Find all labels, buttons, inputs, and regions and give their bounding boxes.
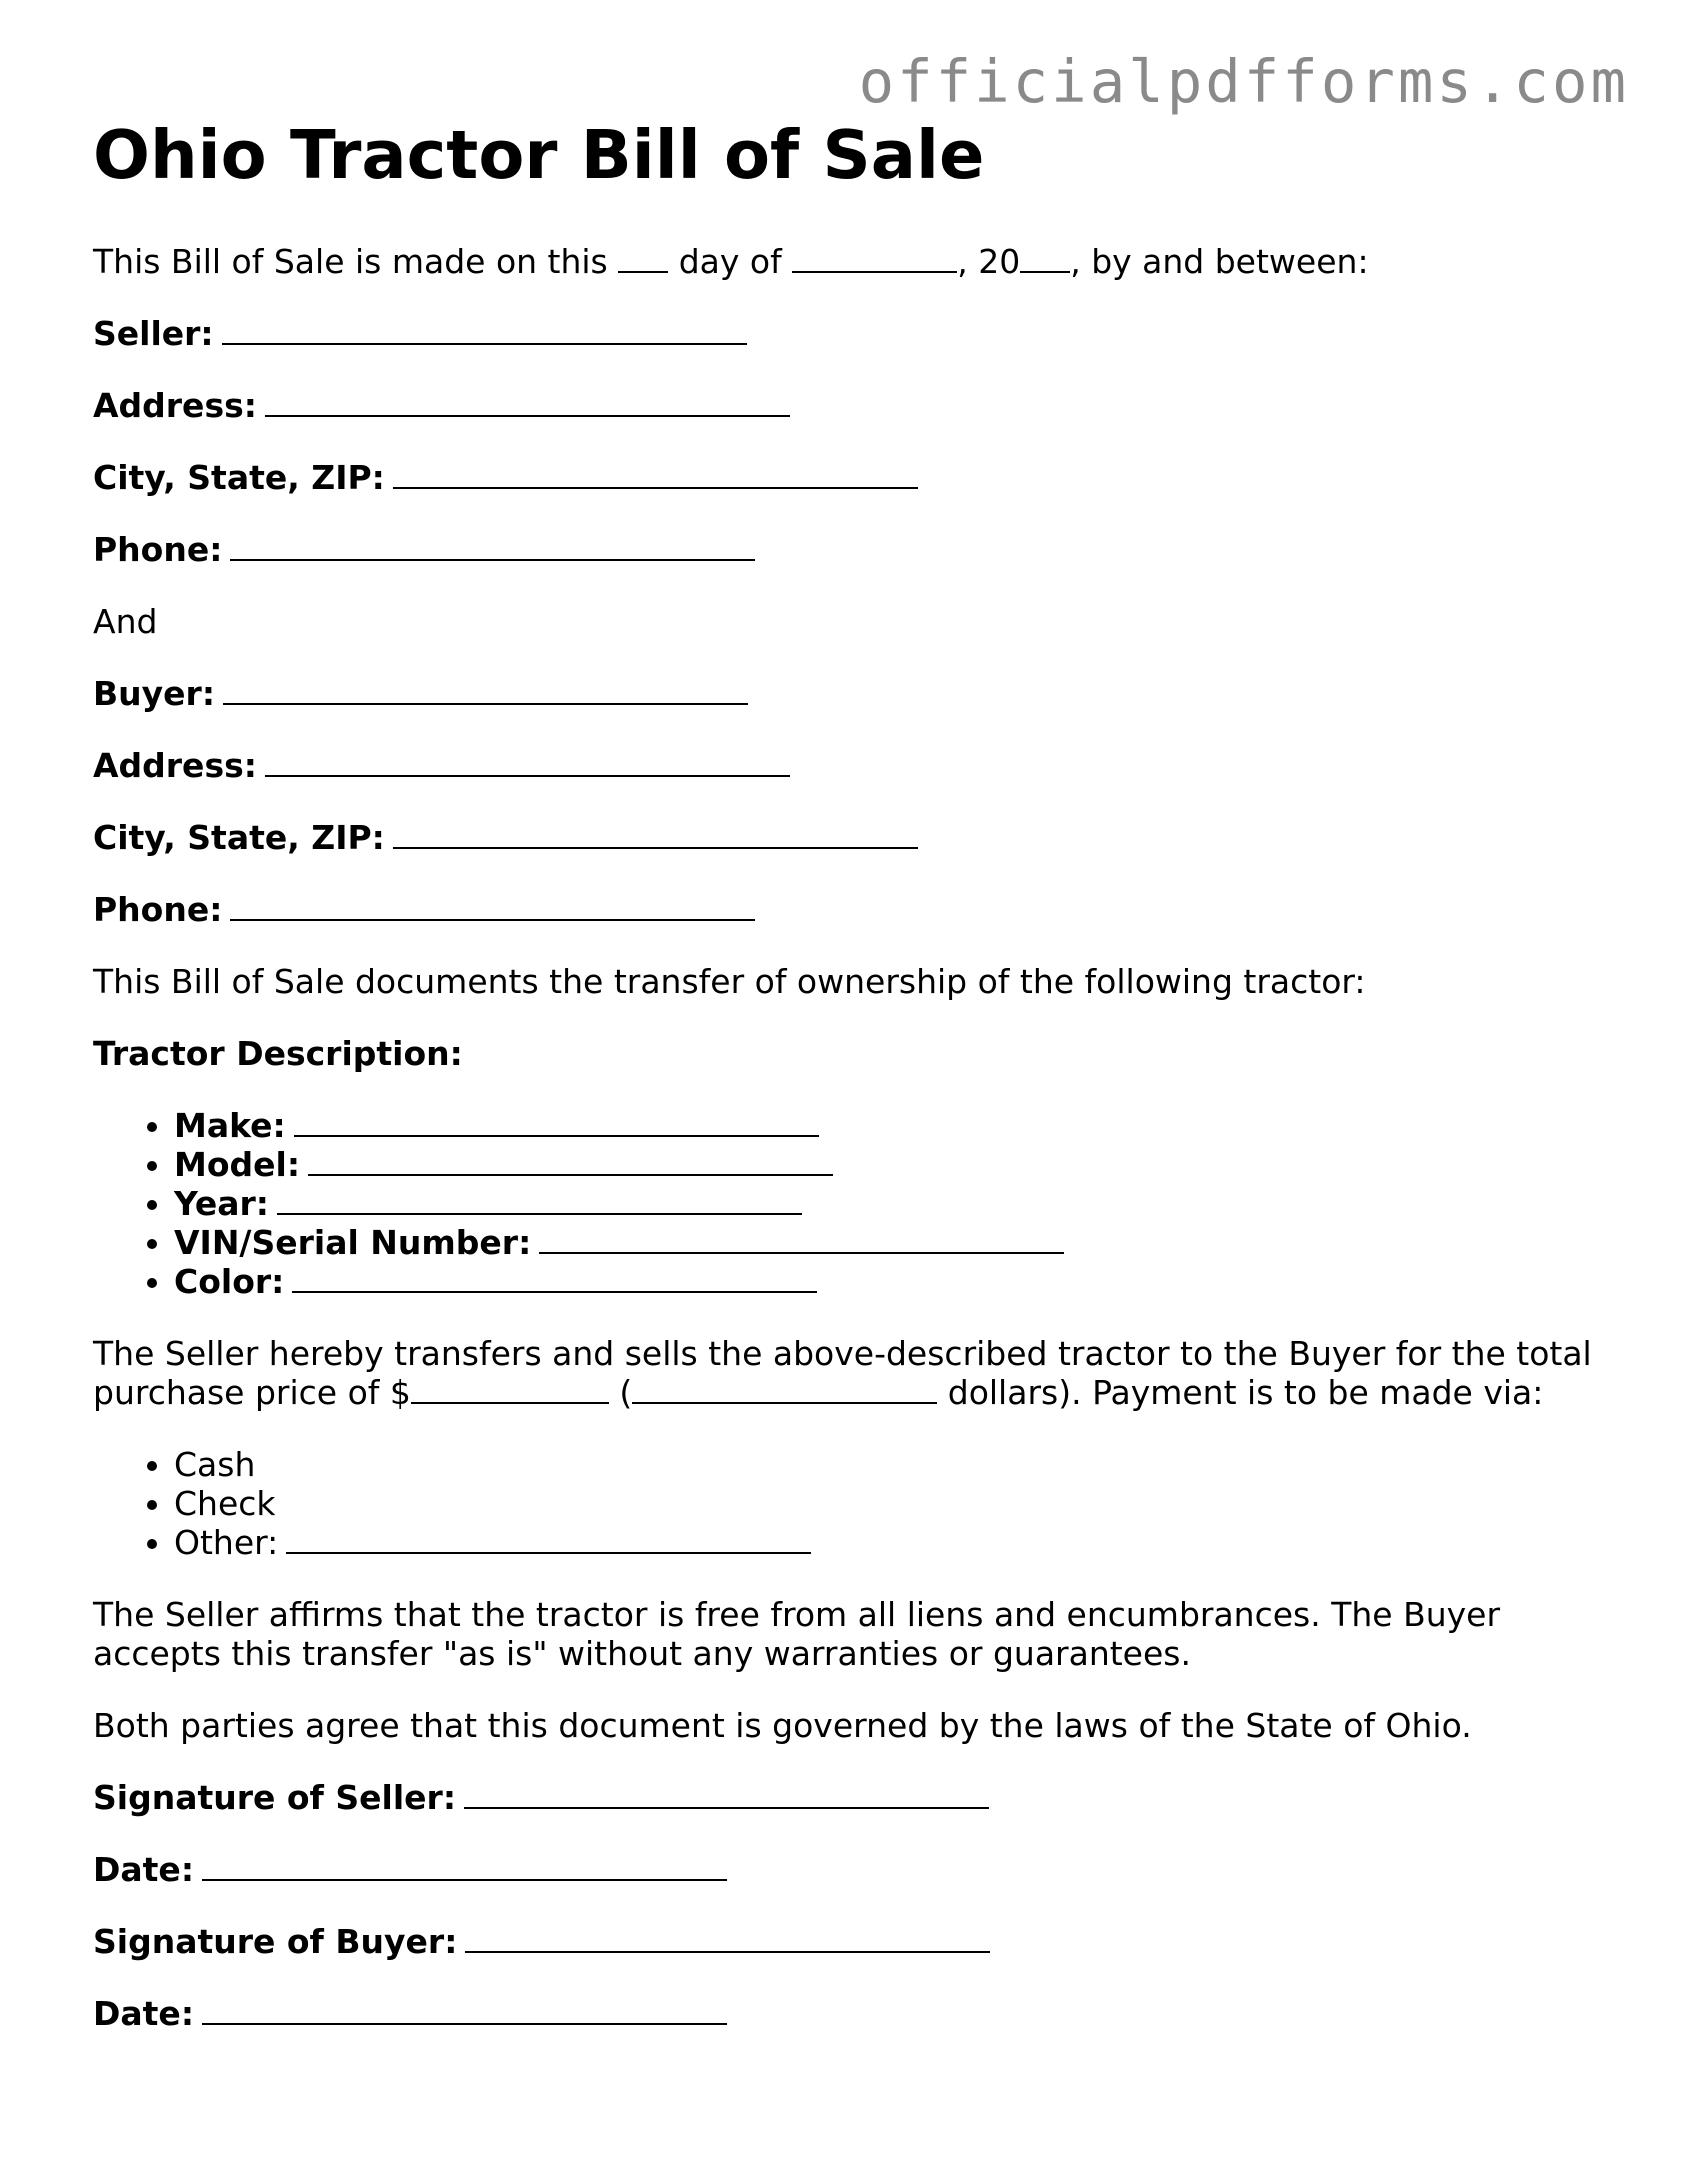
tractor-heading: Tractor Description: xyxy=(93,1034,463,1073)
list-item xyxy=(174,1262,1593,1301)
seller-date-label: Date: xyxy=(93,1850,195,1889)
buyer-signature-field[interactable] xyxy=(465,1951,990,1953)
vin-label: VIN/Serial Number: xyxy=(174,1223,532,1262)
payment-option-check[interactable] xyxy=(174,1484,1593,1523)
buyer-date-field[interactable] xyxy=(202,2023,727,2025)
color-field[interactable] xyxy=(292,1291,817,1293)
price-text-2: ( xyxy=(608,1373,633,1412)
buyer-row xyxy=(93,674,1593,713)
price-line-1: The Seller hereby transfers and sells the above-described tractor to the Buyer for the total xyxy=(93,1334,1592,1373)
model-label: Model: xyxy=(174,1145,301,1184)
seller-signature-field[interactable] xyxy=(464,1807,989,1809)
seller-date-field[interactable] xyxy=(202,1879,727,1881)
year-field[interactable] xyxy=(1020,271,1070,273)
seller-date-row xyxy=(93,1850,1593,1889)
buyer-name-field[interactable] xyxy=(223,703,748,705)
watermark: officialpdfforms.com xyxy=(858,47,1629,116)
seller-name-field[interactable] xyxy=(222,343,747,345)
list-item xyxy=(174,1106,1593,1145)
price-line-2 xyxy=(93,1373,1593,1412)
price-amount-field[interactable] xyxy=(411,1402,609,1404)
buyer-address-label: Address: xyxy=(93,746,257,785)
page-title: Ohio Tractor Bill of Sale xyxy=(93,116,985,194)
tractor-list xyxy=(93,1106,1593,1301)
intro-text-3: , 20 xyxy=(957,242,1021,281)
affirm-line-2: accepts this transfer "as is" without any warranties or guarantees. xyxy=(93,1634,1191,1673)
seller-city-label: City, State, ZIP: xyxy=(93,458,385,497)
check-label: Check xyxy=(174,1484,276,1523)
seller-address-field[interactable] xyxy=(265,415,790,417)
list-item xyxy=(174,1184,1593,1223)
seller-row xyxy=(93,314,1593,353)
model-field[interactable] xyxy=(308,1174,833,1176)
intro-text-2: day of xyxy=(668,242,793,281)
seller-signature-label: Signature of Seller: xyxy=(93,1778,457,1817)
cash-label: Cash xyxy=(174,1445,256,1484)
buyer-phone-field[interactable] xyxy=(230,919,755,921)
payment-option-other[interactable] xyxy=(174,1523,1593,1562)
buyer-city-field[interactable] xyxy=(393,847,918,849)
day-field[interactable] xyxy=(618,271,668,273)
buyer-address-row xyxy=(93,746,1593,785)
seller-phone-label: Phone: xyxy=(93,530,223,569)
seller-phone-row xyxy=(93,530,1593,569)
seller-city-field[interactable] xyxy=(393,487,918,489)
buyer-date-label: Date: xyxy=(93,1994,195,2033)
buyer-signature-label: Signature of Buyer: xyxy=(93,1922,458,1961)
and-text: And xyxy=(93,602,158,641)
other-label: Other: xyxy=(174,1523,279,1562)
governing-text: Both parties agree that this document is governed by the laws of the State of Ohio. xyxy=(93,1706,1472,1745)
intro-text-1: This Bill of Sale is made on this xyxy=(93,242,619,281)
buyer-label: Buyer: xyxy=(93,674,216,713)
buyer-signature-row xyxy=(93,1922,1593,1961)
make-label: Make: xyxy=(174,1106,286,1145)
buyer-city-row xyxy=(93,818,1593,857)
price-text-3: dollars). Payment is to be made via: xyxy=(937,1373,1544,1412)
intro-line xyxy=(93,242,1593,281)
year-label: Year: xyxy=(174,1184,269,1223)
seller-address-row xyxy=(93,386,1593,425)
month-field[interactable] xyxy=(792,271,957,273)
color-label: Color: xyxy=(174,1262,285,1301)
seller-label: Seller: xyxy=(93,314,214,353)
payment-list xyxy=(93,1445,1593,1562)
price-text-1: purchase price of $ xyxy=(93,1373,411,1412)
make-field[interactable] xyxy=(294,1135,819,1137)
price-words-field[interactable] xyxy=(632,1402,937,1404)
seller-city-row xyxy=(93,458,1593,497)
document-page xyxy=(93,116,1593,2033)
list-item xyxy=(174,1145,1593,1184)
seller-address-label: Address: xyxy=(93,386,257,425)
buyer-phone-label: Phone: xyxy=(93,890,223,929)
vin-field[interactable] xyxy=(539,1252,1064,1254)
payment-option-cash[interactable] xyxy=(174,1445,1593,1484)
affirm-line-1: The Seller affirms that the tractor is free from all liens and encumbrances. The Buyer xyxy=(93,1595,1501,1634)
seller-phone-field[interactable] xyxy=(230,559,755,561)
buyer-address-field[interactable] xyxy=(265,775,790,777)
seller-signature-row xyxy=(93,1778,1593,1817)
transfer-text: This Bill of Sale documents the transfer of ownership of the following tractor: xyxy=(93,962,1366,1001)
buyer-date-row xyxy=(93,1994,1593,2033)
buyer-phone-row xyxy=(93,890,1593,929)
intro-text-4: , by and between: xyxy=(1070,242,1369,281)
tractor-year-field[interactable] xyxy=(277,1213,802,1215)
other-field[interactable] xyxy=(286,1552,811,1554)
list-item xyxy=(174,1223,1593,1262)
buyer-city-label: City, State, ZIP: xyxy=(93,818,385,857)
